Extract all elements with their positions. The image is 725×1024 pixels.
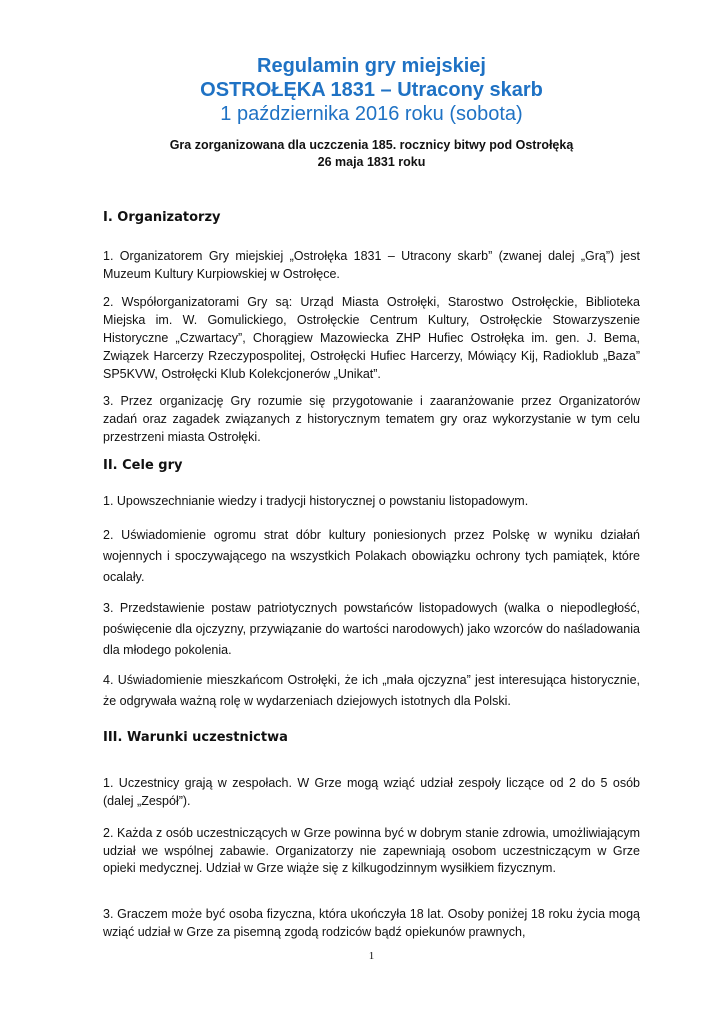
conditions-paragraph-3: 3. Graczem może być osoba fizyczna, która ukończyła 18 lat. Osoby poniżej 18 roku życia mogą wziąć udział w Grze za pisemną zgodą rodziców bądź opiekunów prawnych, <box>103 907 640 939</box>
organizers-paragraph-2: 2. Współorganizatorami Gry są: Urząd Miasta Ostrołęki, Starostwo Ostrołęckie, Biblioteka Miejska im. W. Gomulickiego, Ostrołęckie Centrum Kultury, Ostrołęckie Stowarzyszenie Historyczne „Czwartacy”, Chorągiew Mazowiecka ZHP Hufiec Ostrołęka im. gen. J. Bema, Związek Harcerzy Rzeczypospolitej, Ostrołęcki Hufiec Harcerzy, Mówiący Kij, Radioklub „Baza” SP5KVW, Ostrołęcki Klub Kolekcjonerów „Unikat”. <box>103 295 640 381</box>
section-heading-goals: II. Cele gry <box>103 458 183 473</box>
subtitle-line-1: Gra zorganizowana dla uczczenia 185. rocznicy bitwy pod Ostrołęką <box>169 138 574 152</box>
organizers-paragraph-1: 1. Organizatorem Gry miejskiej „Ostrołęka 1831 – Utracony skarb” (zwanej dalej „Grą”) jest Muzeum Kultury Kurpiowskiej w Ostrołęce. <box>103 249 640 281</box>
goals-paragraph-4: 4. Uświadomienie mieszkańcom Ostrołęki, że ich „mała ojczyzna” jest interesująca historycznie, że odgrywała ważną rolę w wydarzeniach dziejowych istotnych dla Polski. <box>103 673 640 708</box>
conditions-paragraph-2: 2. Każda z osób uczestniczących w Grze powinna być w dobrym stanie zdrowia, umożliwiającym udział we wspólnej zabawie. Organizatorzy nie zapewniają osobom uczestniczącym w Grze opieki medycznej. Udział w Grze wiąże się z kilkugodzinnym wysiłkiem fizycznym. <box>103 826 640 875</box>
subtitle-line-2: 26 maja 1831 roku <box>317 155 426 169</box>
document-page <box>103 0 640 1024</box>
document-title <box>103 54 640 126</box>
organizers-paragraph-3: 3. Przez organizację Gry rozumie się przygotowanie i zaaranżowanie przez Organizatorów zadań oraz zagadek związanych z historycznym tematem gry oraz wykorzystanie w tym celu przestrzeni miasta Ostrołęki. <box>103 394 640 444</box>
title-line-1: Regulamin gry miejskiej <box>257 55 486 77</box>
goals-paragraph-3: 3. Przedstawienie postaw patriotycznych powstańców listopadowych (walka o niepodległość, poświęcenie dla ojczyzny, przywiązanie do wartości narodowych) jako wzorców do naśladowania dla młodego pokolenia. <box>103 601 640 657</box>
section-heading-organizers: I. Organizatorzy <box>103 210 221 225</box>
page-number: 1 <box>368 950 375 962</box>
title-line-2: OSTROŁĘKA 1831 – Utracony skarb <box>200 79 543 101</box>
document-subtitle <box>103 137 640 171</box>
conditions-paragraph-1: 1. Uczestnicy grają w zespołach. W Grze mogą wziąć udział zespoły liczące od 2 do 5 osób (dalej „Zespół”). <box>103 776 640 808</box>
title-date: 1 października 2016 roku (sobota) <box>220 103 523 125</box>
section-heading-conditions: III. Warunki uczestnictwa <box>103 730 288 745</box>
goals-paragraph-2: 2. Uświadomienie ogromu strat dóbr kultury poniesionych przez Polskę w wyniku działań wojennych i spoczywającego na wszystkich Polakach obowiązku ochrony tych pamiątek, które ocalały. <box>103 528 640 584</box>
goals-paragraph-1: 1. Upowszechnianie wiedzy i tradycji historycznej o powstaniu listopadowym. <box>103 494 529 508</box>
